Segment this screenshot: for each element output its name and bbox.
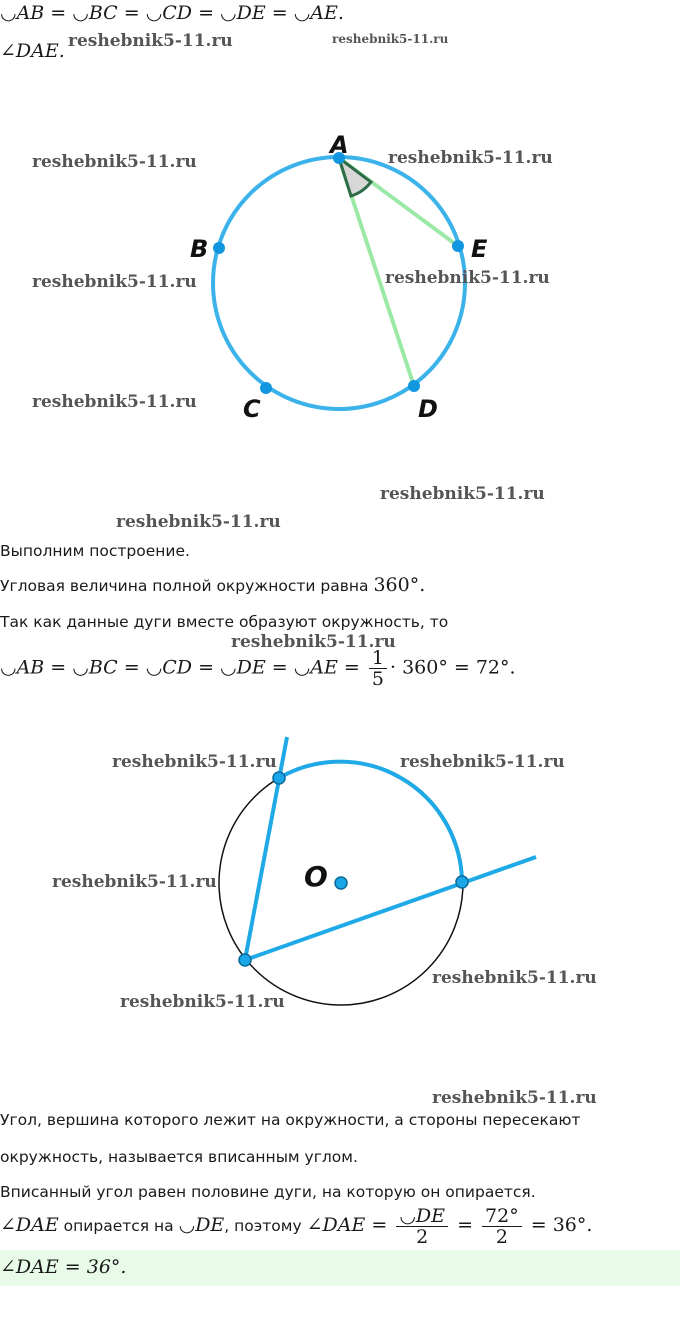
watermark: reshebnik5-11.ru — [385, 268, 550, 288]
final-result: = 36°. — [524, 1214, 593, 1236]
watermark: reshebnik5-11.ru — [380, 484, 545, 504]
formula-arcs-72 — [0, 648, 516, 689]
formula-result: · 360° = 72°. — [389, 656, 516, 679]
task-question: ∠DAE. — [0, 40, 65, 62]
intersection-right-point — [456, 876, 468, 888]
fraction-72-over-two — [482, 1206, 522, 1247]
paragraph-construction: Выполним построение. — [0, 542, 190, 560]
fraction-numerator: 1 — [369, 648, 387, 669]
full-circle-value: 360°. — [373, 574, 426, 596]
watermark: reshebnik5-11.ru — [388, 148, 553, 168]
label-b: B — [190, 235, 209, 263]
side-ray-right — [245, 857, 536, 960]
therefore-text: , поэтому — [224, 1217, 307, 1235]
equals-sign: = — [451, 1214, 480, 1236]
watermark: reshebnik5-11.ru — [120, 992, 285, 1012]
fraction-arc-numerator: ◡DE — [396, 1206, 448, 1227]
watermark: reshebnik5-11.ru — [32, 272, 197, 292]
fraction-72-numerator: 72° — [482, 1206, 522, 1227]
watermark: reshebnik5-11.ru — [231, 632, 396, 652]
answer-box — [0, 1250, 680, 1286]
watermark: reshebnik5-11.ru — [68, 31, 233, 51]
watermark: reshebnik5-11.ru — [112, 752, 277, 772]
fraction-arc-denominator: 2 — [416, 1226, 429, 1248]
watermark: reshebnik5-11.ru — [432, 968, 597, 988]
intersection-upper-point — [273, 772, 285, 784]
point-e — [452, 240, 464, 252]
label-d: D — [418, 395, 438, 423]
paragraph-theorem: Вписанный угол равен половине дуги, на которую он опирается. — [0, 1183, 536, 1201]
rests-on-text: опирается на — [58, 1217, 179, 1235]
answer-text: ∠DAE = 36°. — [0, 1256, 127, 1278]
paragraph-arcs-form-circle: Так как данные дуги вместе образуют окружность, то — [0, 613, 449, 631]
watermark: reshebnik5-11.ru — [32, 392, 197, 412]
label-c: C — [243, 395, 261, 423]
fraction-arc-over-two — [396, 1206, 448, 1247]
paragraph-definition-line1: Угол, вершина которого лежит на окружности, а стороны пересекают — [0, 1111, 581, 1129]
center-label: O — [304, 860, 328, 893]
fraction-one-fifth — [369, 648, 387, 689]
fraction-denominator: 5 — [371, 668, 384, 690]
watermark: reshebnik5-11.ru — [116, 512, 281, 532]
point-b — [213, 242, 225, 254]
point-c — [260, 382, 272, 394]
angle-dae-equals: ∠DAE = — [306, 1214, 394, 1236]
task-arcs-equality: ◡AB = ◡BC = ◡CD = ◡DE = ◡AE. — [0, 2, 344, 24]
arc-de-symbol: ◡DE — [178, 1214, 225, 1236]
formula-arcs-equality: ◡AB = ◡BC = ◡CD = ◡DE = ◡AE = — [0, 656, 366, 679]
fraction-72-denominator: 2 — [495, 1226, 508, 1248]
angle-dae-marker — [339, 158, 371, 196]
label-a: A — [330, 131, 349, 159]
watermark: reshebnik5-11.ru — [32, 152, 197, 172]
watermark: reshebnik5-11.ru — [332, 32, 449, 46]
angle-dae-symbol: ∠DAE — [0, 1214, 59, 1236]
watermark: reshebnik5-11.ru — [52, 872, 217, 892]
paragraph-full-circle — [0, 574, 425, 596]
full-circle-text: Угловая величина полной окружности равна — [0, 577, 374, 595]
watermark: reshebnik5-11.ru — [432, 1088, 597, 1108]
paragraph-definition-line2: окружность, называется вписанным углом. — [0, 1148, 358, 1166]
watermark: reshebnik5-11.ru — [400, 752, 565, 772]
label-e: E — [471, 235, 488, 263]
point-d — [408, 380, 420, 392]
formula-angle-dae — [0, 1206, 592, 1247]
vertex-point — [239, 954, 251, 966]
center-point — [335, 877, 347, 889]
